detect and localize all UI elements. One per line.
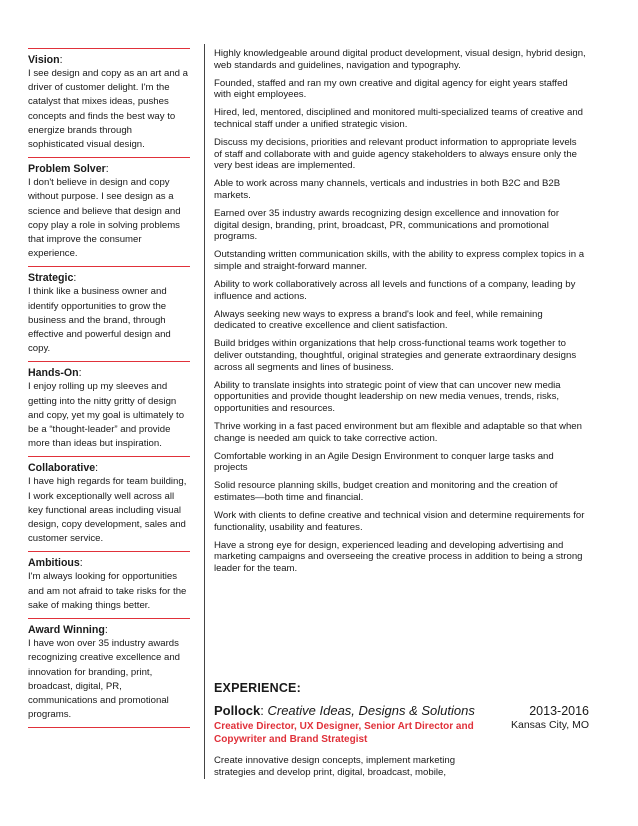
company-tagline: Creative Ideas, Designs & Solutions	[267, 703, 475, 718]
sidebar-divider	[28, 618, 190, 619]
summary-list	[214, 48, 586, 581]
job-header: Pollock: Creative Ideas, Designs & Solutions	[214, 703, 475, 718]
sidebar-section-hands-on	[28, 367, 190, 451]
summary-point: Outstanding written communication skills, with the ability to express complex topics in a simple and straight-forward manner.	[214, 249, 585, 272]
sidebar-divider	[28, 456, 190, 457]
summary-point: Earned over 35 industry awards recognizing design excellence and innovation for digital design, branding, print, broadcast, PR, communications and promotional programs.	[214, 208, 560, 243]
job-description: Create innovative design concepts, implement marketing strategies and develop print, digital, broadcast, mobile,	[214, 755, 456, 779]
column-divider	[204, 44, 205, 779]
summary-point: Work with clients to define creative and technical vision and determine requirements for functionality, usability and features.	[214, 510, 585, 533]
experience-heading: EXPERIENCE:	[214, 681, 301, 695]
sidebar-divider	[28, 551, 190, 552]
section-heading: Vision:	[28, 54, 63, 66]
section-heading: Hands-On:	[28, 367, 82, 380]
job-role: Creative Director, UX Designer, Senior Art Director and Copywriter and Brand Strategist	[214, 721, 474, 745]
sidebar-section-strategic	[28, 272, 190, 356]
sidebar-section-award-winning	[28, 624, 190, 722]
summary-point: Ability to translate insights into strategic point of view that can uncover new media opportunities and provide thought leadership on new media venues, trends, risks, opportunities and resources.	[214, 379, 561, 414]
section-heading: Problem Solver:	[28, 163, 109, 176]
summary-point: Always seeking new ways to express a brand's look and feel, while remaining dedicated to creative excellence and client satisfaction.	[214, 308, 543, 332]
summary-point: Thrive working in a fast paced environment but am flexible and adaptable so that when change is needed am quick to take corrective action.	[214, 420, 582, 444]
sidebar-section-vision	[28, 54, 190, 152]
section-heading: Collaborative:	[28, 462, 99, 475]
section-text: I'm always looking for opportunities and am not afraid to take risks for the sake of making things better.	[28, 571, 187, 611]
sidebar-divider	[28, 48, 190, 49]
sidebar-section-ambitious	[28, 557, 190, 613]
sidebar-divider	[28, 266, 190, 267]
sidebar	[28, 48, 190, 728]
sidebar-divider	[28, 157, 190, 158]
summary-point: Founded, staffed and ran my own creative and digital agency for eight years staffed with eight employees.	[214, 77, 568, 101]
job-entry	[214, 703, 589, 780]
section-heading: Ambitious:	[28, 557, 83, 570]
summary-point: Comfortable working in an Agile Design Environment to conquer large tasks and projects	[214, 450, 554, 474]
section-text: I see design and copy as an art and a driver of customer delight. I'm the catalyst that mixes ideas, pushes concepts and finds the best way to energize brands through sophisticated visual design.	[28, 68, 189, 151]
sidebar-divider	[28, 727, 190, 728]
section-heading: Strategic:	[28, 272, 77, 285]
sidebar-divider	[28, 361, 190, 362]
section-text: I enjoy rolling up my sleeves and getting into the nitty gritty of design and copy, yet my goal is ultimately to be a “thought-leader” and provide more than ideas but inspiration.	[28, 381, 185, 450]
summary-point: Hired, led, mentored, disciplined and monitored multi-specialized teams of creative and technical staff under a unified strategic vision.	[214, 107, 584, 130]
summary-point: Able to work across many channels, verticals and industries in both B2C and B2B markets.	[214, 178, 561, 201]
job-location: Kansas City, MO	[511, 719, 589, 731]
summary-point: Ability to work collaboratively across all levels and functions of a company, leading by influence and actions.	[214, 279, 576, 302]
summary-point: Have a strong eye for design, experienced leading and developing advertising and marketing campaigns and overseeing the creative process in addition to being a strong leader for the team.	[214, 539, 583, 574]
summary-point: Build bridges within organizations that help cross-functional teams work together to deliver outstanding, thoughtful, original strategies and generate extraordinary designs across all segments and lines of business.	[214, 338, 577, 373]
job-dates: 2013-2016	[529, 704, 589, 718]
company-name: Pollock	[214, 703, 261, 718]
section-text: I have high regards for team building, I work exceptionally well across all key functional areas including visual design, copy development, sales and customer service.	[28, 476, 187, 545]
section-text: I think like a business owner and identify opportunities to grow the business and the brand, through effective and powerful design and copy.	[28, 286, 171, 355]
summary-point: Discuss my decisions, priorities and relevant product information to appropriate levels of staff and collaborate with and guide agency stakeholders to always ensure only the very best ideas are implemented.	[214, 137, 578, 172]
summary-point: Highly knowledgeable around digital product development, visual design, hybrid design, web standards and guidelines, navigation and typography.	[214, 48, 586, 71]
sidebar-section-problem-solver	[28, 163, 190, 261]
section-text: I don't believe in design and copy without purpose. I see design as a science and believe that design and copy play a role in solving problems that improve the consumer experience.	[28, 177, 181, 260]
section-text: I have won over 35 industry awards recognizing creative excellence and innovation for branding, print, broadcast, digital, PR, communications and promotional programs.	[28, 638, 180, 721]
summary-point: Solid resource planning skills, budget creation and monitoring and the creation of estimates—both time and financial.	[214, 480, 558, 503]
section-heading: Award Winning:	[28, 624, 108, 637]
sidebar-section-collaborative	[28, 462, 190, 546]
